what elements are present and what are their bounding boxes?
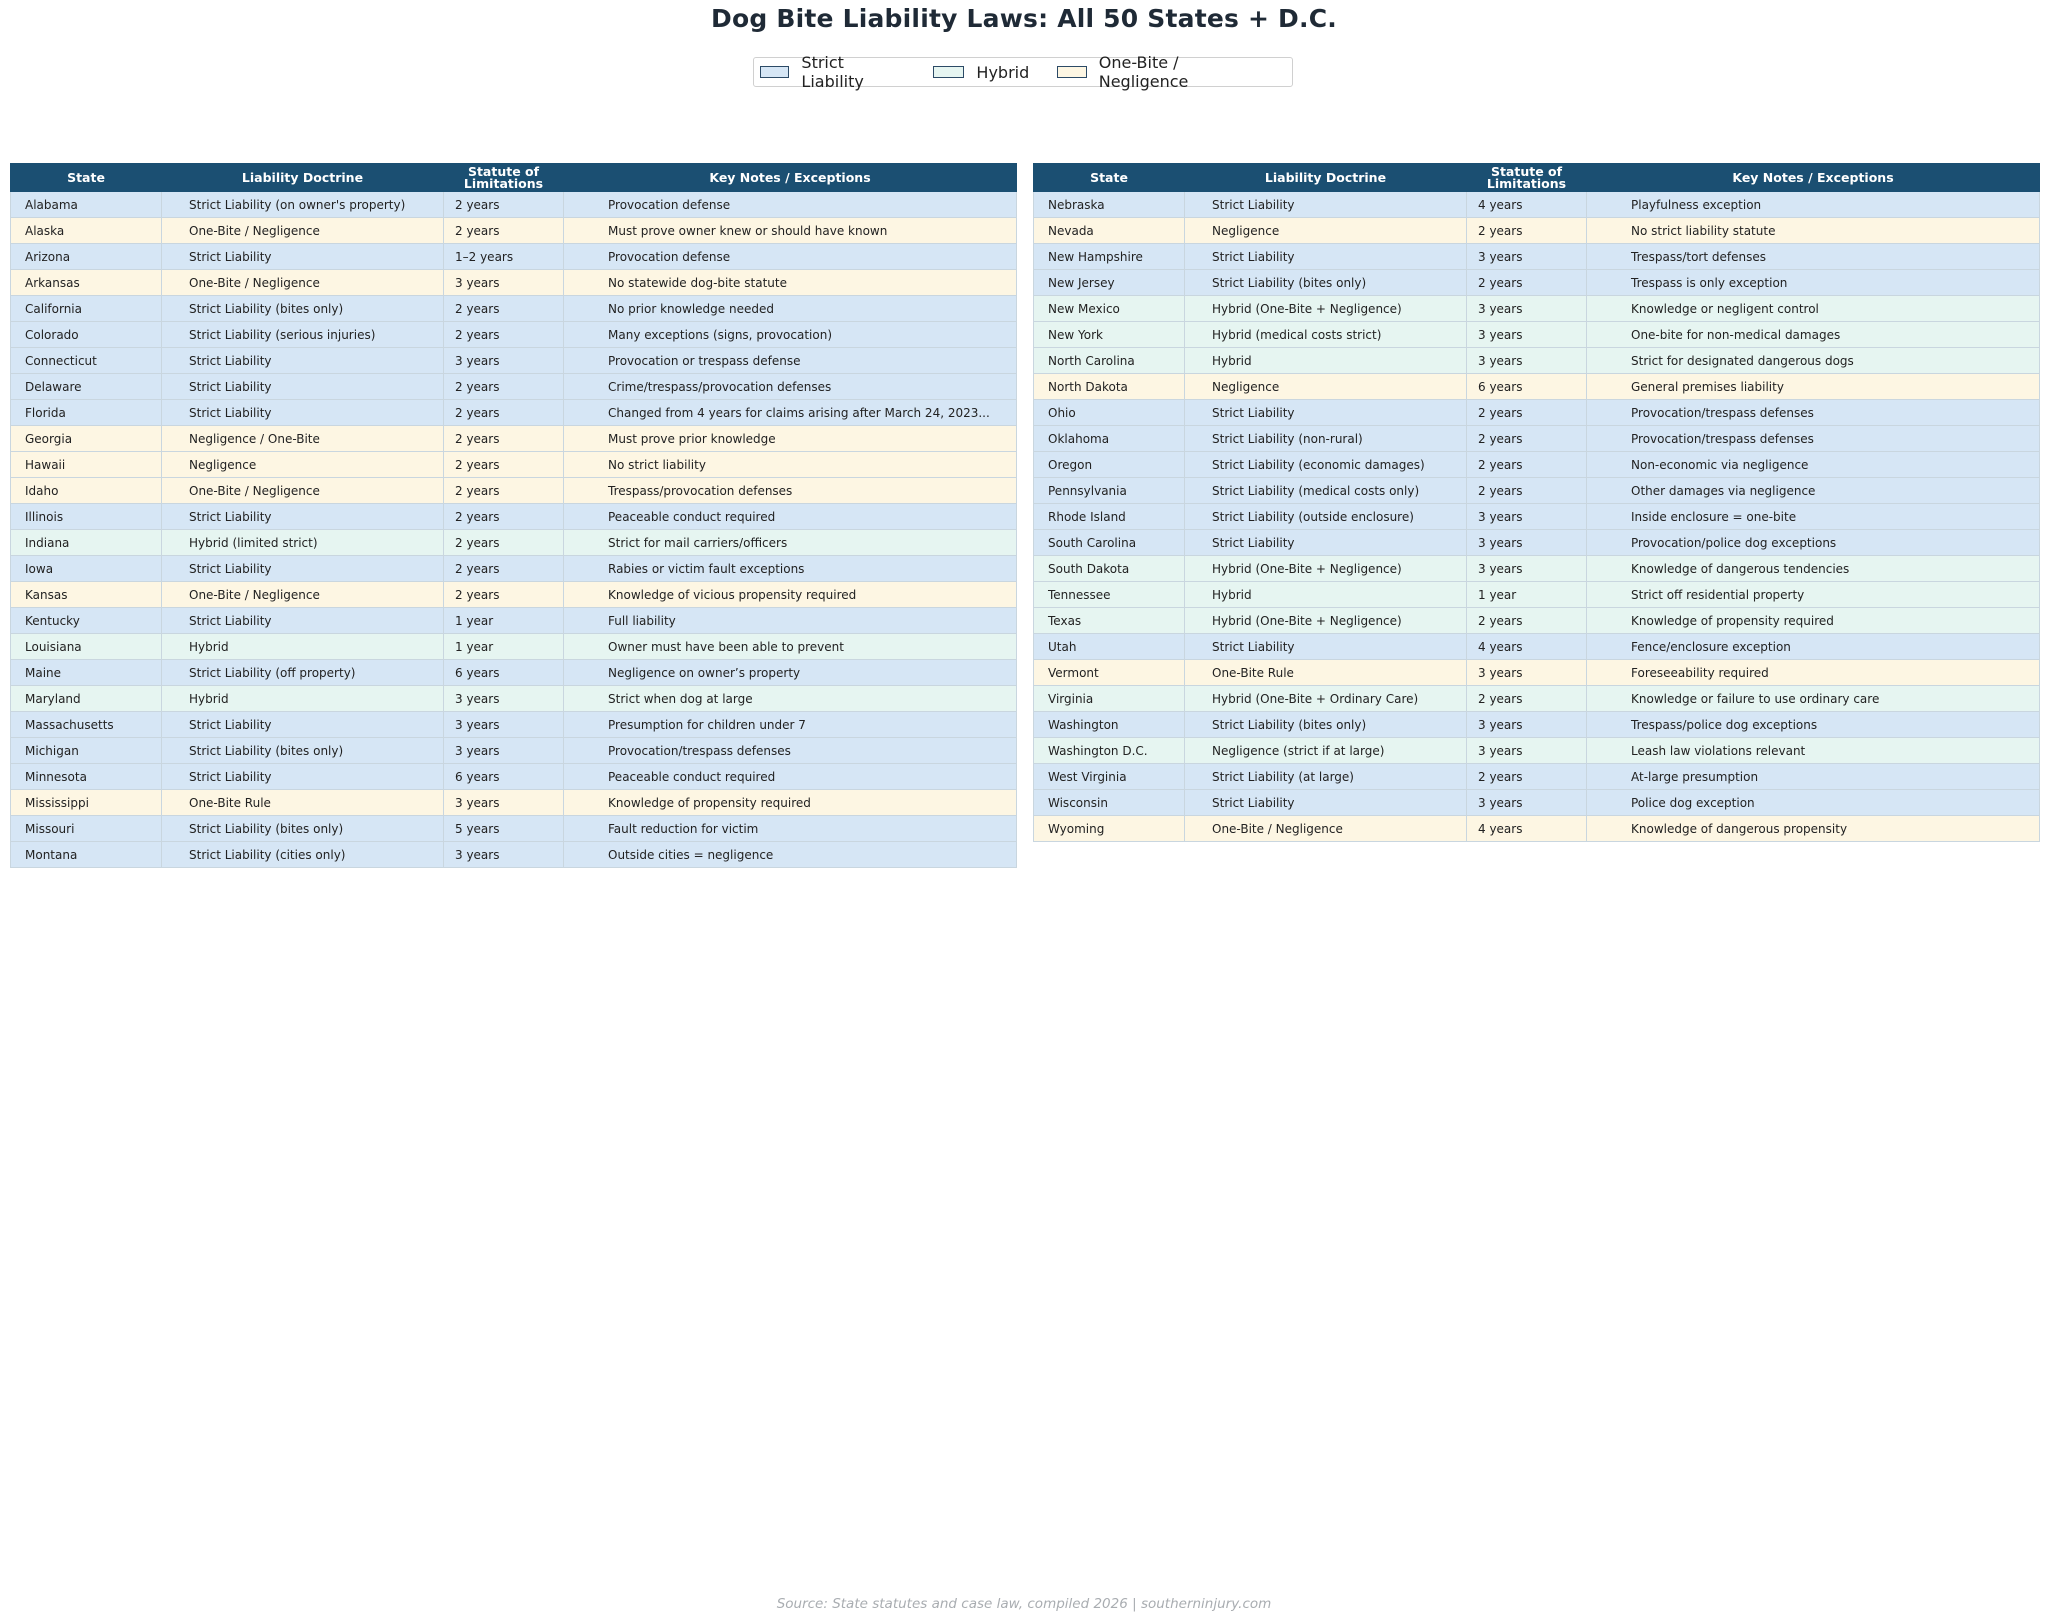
legend — [753, 53, 1293, 91]
cell-statute: 2 years — [444, 426, 564, 452]
cell-statute: 2 years — [1467, 452, 1587, 478]
cell-state: Wisconsin — [1034, 790, 1185, 816]
cell-state: Texas — [1034, 608, 1185, 634]
cell-state: California — [11, 296, 162, 322]
table-row — [11, 608, 1017, 634]
cell-statute: 2 years — [444, 218, 564, 244]
legend-swatch-hybrid — [933, 66, 964, 78]
table-row — [1034, 530, 2040, 556]
table-row — [11, 842, 1017, 868]
legend-label-strict: Strict Liability — [801, 53, 864, 91]
cell-notes: Full liability — [564, 608, 1017, 634]
table-row — [1034, 218, 2040, 244]
cell-doctrine: Strict Liability (bites only) — [162, 738, 444, 764]
cell-statute: 1 year — [444, 634, 564, 660]
table-row — [11, 504, 1017, 530]
cell-notes: Provocation/trespass defenses — [564, 738, 1017, 764]
cell-statute: 6 years — [1467, 374, 1587, 400]
cell-notes: Fence/enclosure exception — [1587, 634, 2040, 660]
cell-state: North Carolina — [1034, 348, 1185, 374]
cell-doctrine: Strict Liability (at large) — [1185, 764, 1467, 790]
cell-statute: 3 years — [444, 270, 564, 296]
cell-statute: 3 years — [1467, 556, 1587, 582]
cell-state: Arkansas — [11, 270, 162, 296]
table-row — [11, 452, 1017, 478]
cell-notes: Provocation defense — [564, 192, 1017, 218]
cell-doctrine: Strict Liability — [1185, 244, 1467, 270]
cell-doctrine: Strict Liability (outside enclosure) — [1185, 504, 1467, 530]
cell-doctrine: Negligence (strict if at large) — [1185, 738, 1467, 764]
cell-state: South Carolina — [1034, 530, 1185, 556]
table-row — [1034, 270, 2040, 296]
cell-notes: Foreseeability required — [1587, 660, 2040, 686]
table-row — [1034, 816, 2040, 842]
cell-notes: Strict for designated dangerous dogs — [1587, 348, 2040, 374]
cell-doctrine: One-Bite / Negligence — [162, 478, 444, 504]
cell-doctrine: One-Bite Rule — [162, 790, 444, 816]
cell-doctrine: Strict Liability — [162, 374, 444, 400]
table-row — [1034, 452, 2040, 478]
table-row — [1034, 790, 2040, 816]
cell-notes: Strict when dog at large — [564, 686, 1017, 712]
cell-statute: 5 years — [444, 816, 564, 842]
table-row — [11, 530, 1017, 556]
cell-doctrine: Strict Liability (serious injuries) — [162, 322, 444, 348]
table-row — [1034, 374, 2040, 400]
cell-state: Idaho — [11, 478, 162, 504]
cell-notes: Trespass/police dog exceptions — [1587, 712, 2040, 738]
cell-state: Rhode Island — [1034, 504, 1185, 530]
cell-doctrine: Hybrid — [162, 686, 444, 712]
header-doctrine: Liability Doctrine — [162, 164, 444, 192]
cell-notes: Presumption for children under 7 — [564, 712, 1017, 738]
table-row — [1034, 738, 2040, 764]
cell-doctrine: Strict Liability (off property) — [162, 660, 444, 686]
cell-notes: Knowledge of propensity required — [564, 790, 1017, 816]
cell-statute: 3 years — [444, 842, 564, 868]
cell-notes: Leash law violations relevant — [1587, 738, 2040, 764]
cell-statute: 3 years — [1467, 738, 1587, 764]
cell-doctrine: Hybrid (medical costs strict) — [1185, 322, 1467, 348]
cell-notes: Fault reduction for victim — [564, 816, 1017, 842]
cell-state: New Mexico — [1034, 296, 1185, 322]
cell-state: Kentucky — [11, 608, 162, 634]
table-row — [1034, 426, 2040, 452]
cell-state: Oklahoma — [1034, 426, 1185, 452]
cell-notes: Provocation/trespass defenses — [1587, 400, 2040, 426]
cell-notes: Trespass is only exception — [1587, 270, 2040, 296]
cell-doctrine: Strict Liability — [162, 504, 444, 530]
header-doctrine: Liability Doctrine — [1185, 164, 1467, 192]
cell-state: Alaska — [11, 218, 162, 244]
cell-statute: 2 years — [1467, 686, 1587, 712]
table-row — [11, 582, 1017, 608]
cell-notes: Must prove owner knew or should have known — [564, 218, 1017, 244]
cell-state: Georgia — [11, 426, 162, 452]
cell-doctrine: Strict Liability (bites only) — [1185, 270, 1467, 296]
table-row — [1034, 322, 2040, 348]
cell-state: Connecticut — [11, 348, 162, 374]
cell-state: Illinois — [11, 504, 162, 530]
cell-doctrine: Strict Liability — [162, 400, 444, 426]
cell-statute: 2 years — [1467, 270, 1587, 296]
cell-doctrine: Strict Liability — [1185, 192, 1467, 218]
cell-doctrine: Strict Liability — [1185, 400, 1467, 426]
cell-statute: 3 years — [444, 348, 564, 374]
cell-statute: 2 years — [1467, 764, 1587, 790]
cell-statute: 3 years — [1467, 322, 1587, 348]
cell-state: Maryland — [11, 686, 162, 712]
cell-notes: Inside enclosure = one-bite — [1587, 504, 2040, 530]
table-row — [11, 192, 1017, 218]
cell-notes: Knowledge or negligent control — [1587, 296, 2040, 322]
table-row — [11, 478, 1017, 504]
table-row — [1034, 660, 2040, 686]
cell-state: Washington — [1034, 712, 1185, 738]
cell-state: Mississippi — [11, 790, 162, 816]
liability-table — [1033, 163, 2040, 842]
cell-state: Nebraska — [1034, 192, 1185, 218]
cell-notes: Must prove prior knowledge — [564, 426, 1017, 452]
cell-doctrine: Strict Liability (economic damages) — [1185, 452, 1467, 478]
cell-state: New York — [1034, 322, 1185, 348]
table-row — [1034, 764, 2040, 790]
cell-notes: Changed from 4 years for claims arising after March 24, 2023... — [564, 400, 1017, 426]
cell-doctrine: Hybrid (One-Bite + Ordinary Care) — [1185, 686, 1467, 712]
cell-doctrine: Hybrid (limited strict) — [162, 530, 444, 556]
cell-doctrine: Strict Liability (on owner's property) — [162, 192, 444, 218]
cell-doctrine: Strict Liability — [162, 244, 444, 270]
legend-item-strict — [760, 53, 905, 91]
cell-state: Tennessee — [1034, 582, 1185, 608]
cell-state: Montana — [11, 842, 162, 868]
cell-state: Hawaii — [11, 452, 162, 478]
cell-doctrine: One-Bite / Negligence — [162, 582, 444, 608]
table-row — [11, 712, 1017, 738]
cell-statute: 2 years — [444, 582, 564, 608]
cell-statute: 3 years — [444, 738, 564, 764]
chart-title: Dog Bite Liability Laws: All 50 States + D.C. — [711, 4, 1337, 33]
cell-doctrine: Strict Liability — [162, 556, 444, 582]
cell-doctrine: Strict Liability — [162, 348, 444, 374]
cell-notes: Crime/trespass/provocation defenses — [564, 374, 1017, 400]
cell-notes: Provocation or trespass defense — [564, 348, 1017, 374]
header-notes: Key Notes / Exceptions — [1587, 164, 2040, 192]
cell-statute: 2 years — [444, 192, 564, 218]
cell-statute: 3 years — [444, 712, 564, 738]
cell-state: New Hampshire — [1034, 244, 1185, 270]
cell-statute: 2 years — [444, 478, 564, 504]
cell-doctrine: Hybrid — [162, 634, 444, 660]
cell-notes: Provocation defense — [564, 244, 1017, 270]
cell-statute: 3 years — [444, 686, 564, 712]
cell-doctrine: One-Bite Rule — [1185, 660, 1467, 686]
table-row — [11, 816, 1017, 842]
cell-state: Ohio — [1034, 400, 1185, 426]
header-statute: Statute of Limitations — [1467, 164, 1587, 192]
cell-state: South Dakota — [1034, 556, 1185, 582]
cell-notes: Trespass/provocation defenses — [564, 478, 1017, 504]
cell-notes: Strict for mail carriers/officers — [564, 530, 1017, 556]
cell-notes: Knowledge of dangerous propensity — [1587, 816, 2040, 842]
cell-statute: 4 years — [1467, 816, 1587, 842]
cell-statute: 2 years — [444, 374, 564, 400]
cell-doctrine: Negligence — [162, 452, 444, 478]
legend-label-onebite: One-Bite / Negligence — [1098, 53, 1189, 91]
cell-state: Oregon — [1034, 452, 1185, 478]
table-header-row — [1034, 164, 2040, 192]
cell-doctrine: Strict Liability — [1185, 790, 1467, 816]
cell-doctrine: One-Bite / Negligence — [162, 270, 444, 296]
table-row — [11, 244, 1017, 270]
liability-table-right — [1033, 163, 2040, 842]
cell-state: Florida — [11, 400, 162, 426]
cell-state: Utah — [1034, 634, 1185, 660]
table-body — [1034, 192, 2040, 842]
cell-doctrine: Strict Liability (bites only) — [162, 816, 444, 842]
table-row — [11, 374, 1017, 400]
cell-notes: No strict liability — [564, 452, 1017, 478]
cell-state: Maine — [11, 660, 162, 686]
cell-doctrine: Strict Liability (non-rural) — [1185, 426, 1467, 452]
cell-state: Iowa — [11, 556, 162, 582]
cell-statute: 3 years — [1467, 296, 1587, 322]
cell-statute: 1 year — [1467, 582, 1587, 608]
table-row — [1034, 712, 2040, 738]
cell-state: Washington D.C. — [1034, 738, 1185, 764]
cell-doctrine: Strict Liability (cities only) — [162, 842, 444, 868]
cell-state: Michigan — [11, 738, 162, 764]
cell-doctrine: Negligence — [1185, 374, 1467, 400]
cell-statute: 2 years — [1467, 478, 1587, 504]
cell-statute: 2 years — [444, 452, 564, 478]
liability-table — [10, 163, 1017, 868]
cell-state: Virginia — [1034, 686, 1185, 712]
cell-notes: Trespass/tort defenses — [1587, 244, 2040, 270]
cell-notes: Knowledge of vicious propensity required — [564, 582, 1017, 608]
table-row — [11, 426, 1017, 452]
cell-statute: 2 years — [444, 556, 564, 582]
cell-statute: 4 years — [1467, 634, 1587, 660]
cell-statute: 2 years — [444, 400, 564, 426]
cell-doctrine: Strict Liability (bites only) — [162, 296, 444, 322]
cell-statute: 2 years — [444, 322, 564, 348]
cell-statute: 4 years — [1467, 192, 1587, 218]
header-state: State — [1034, 164, 1185, 192]
cell-doctrine: Strict Liability (medical costs only) — [1185, 478, 1467, 504]
cell-notes: No prior knowledge needed — [564, 296, 1017, 322]
table-row — [1034, 244, 2040, 270]
header-state: State — [11, 164, 162, 192]
cell-doctrine: Negligence / One-Bite — [162, 426, 444, 452]
cell-statute: 2 years — [444, 296, 564, 322]
cell-notes: Knowledge of dangerous tendencies — [1587, 556, 2040, 582]
table-row — [1034, 556, 2040, 582]
cell-doctrine: Strict Liability — [1185, 530, 1467, 556]
cell-notes: Owner must have been able to prevent — [564, 634, 1017, 660]
cell-state: Delaware — [11, 374, 162, 400]
cell-doctrine: Hybrid — [1185, 348, 1467, 374]
cell-notes: No strict liability statute — [1587, 218, 2040, 244]
table-row — [11, 556, 1017, 582]
cell-state: West Virginia — [1034, 764, 1185, 790]
table-row — [1034, 582, 2040, 608]
cell-doctrine: Strict Liability — [162, 764, 444, 790]
cell-state: Louisiana — [11, 634, 162, 660]
table-row — [11, 686, 1017, 712]
legend-item-hybrid — [933, 63, 1029, 82]
table-row — [1034, 348, 2040, 374]
cell-doctrine: Hybrid (One-Bite + Negligence) — [1185, 296, 1467, 322]
cell-statute: 2 years — [1467, 426, 1587, 452]
legend-swatch-strict — [760, 66, 789, 78]
cell-notes: Strict off residential property — [1587, 582, 2040, 608]
cell-notes: Peaceable conduct required — [564, 504, 1017, 530]
legend-label-hybrid: Hybrid — [976, 62, 1030, 82]
cell-statute: 6 years — [444, 764, 564, 790]
legend-swatch-onebite — [1057, 66, 1086, 78]
cell-state: Wyoming — [1034, 816, 1185, 842]
legend-item-onebite — [1057, 53, 1264, 91]
table-row — [11, 660, 1017, 686]
table-row — [1034, 608, 2040, 634]
table-row — [11, 764, 1017, 790]
cell-notes: Many exceptions (signs, provocation) — [564, 322, 1017, 348]
cell-notes: Police dog exception — [1587, 790, 2040, 816]
cell-doctrine: Negligence — [1185, 218, 1467, 244]
table-header-row — [11, 164, 1017, 192]
cell-notes: Non-economic via negligence — [1587, 452, 2040, 478]
cell-doctrine: Strict Liability — [1185, 634, 1467, 660]
cell-statute: 1 year — [444, 608, 564, 634]
cell-state: Nevada — [1034, 218, 1185, 244]
table-row — [1034, 634, 2040, 660]
table-row — [1034, 192, 2040, 218]
table-row — [11, 348, 1017, 374]
cell-state: Vermont — [1034, 660, 1185, 686]
table-row — [1034, 400, 2040, 426]
cell-state: Massachusetts — [11, 712, 162, 738]
cell-statute: 2 years — [1467, 218, 1587, 244]
cell-notes: Provocation/police dog exceptions — [1587, 530, 2040, 556]
cell-doctrine: Hybrid (One-Bite + Negligence) — [1185, 608, 1467, 634]
cell-doctrine: One-Bite / Negligence — [162, 218, 444, 244]
cell-doctrine: One-Bite / Negligence — [1185, 816, 1467, 842]
cell-notes: General premises liability — [1587, 374, 2040, 400]
cell-statute: 2 years — [444, 530, 564, 556]
table-body — [11, 192, 1017, 868]
cell-state: New Jersey — [1034, 270, 1185, 296]
cell-doctrine: Hybrid — [1185, 582, 1467, 608]
cell-notes: Rabies or victim fault exceptions — [564, 556, 1017, 582]
cell-statute: 1–2 years — [444, 244, 564, 270]
table-row — [11, 790, 1017, 816]
cell-notes: Outside cities = negligence — [564, 842, 1017, 868]
cell-doctrine: Strict Liability (bites only) — [1185, 712, 1467, 738]
cell-notes: No statewide dog-bite statute — [564, 270, 1017, 296]
table-row — [11, 738, 1017, 764]
cell-notes: Knowledge of propensity required — [1587, 608, 2040, 634]
cell-state: Arizona — [11, 244, 162, 270]
cell-statute: 3 years — [1467, 712, 1587, 738]
table-row — [1034, 478, 2040, 504]
cell-state: Alabama — [11, 192, 162, 218]
table-row — [11, 400, 1017, 426]
cell-statute: 2 years — [1467, 608, 1587, 634]
cell-statute: 3 years — [1467, 790, 1587, 816]
cell-notes: One-bite for non-medical damages — [1587, 322, 2040, 348]
header-notes: Key Notes / Exceptions — [564, 164, 1017, 192]
table-row — [1034, 504, 2040, 530]
cell-statute: 3 years — [444, 790, 564, 816]
cell-state: Minnesota — [11, 764, 162, 790]
cell-state: Colorado — [11, 322, 162, 348]
cell-statute: 3 years — [1467, 244, 1587, 270]
cell-notes: Provocation/trespass defenses — [1587, 426, 2040, 452]
cell-statute: 2 years — [1467, 400, 1587, 426]
cell-state: Pennsylvania — [1034, 478, 1185, 504]
cell-doctrine: Strict Liability — [162, 712, 444, 738]
cell-doctrine: Hybrid (One-Bite + Negligence) — [1185, 556, 1467, 582]
table-row — [11, 634, 1017, 660]
cell-statute: 3 years — [1467, 660, 1587, 686]
liability-table-left — [10, 163, 1017, 868]
cell-notes: Playfulness exception — [1587, 192, 2040, 218]
cell-notes: Negligence on owner’s property — [564, 660, 1017, 686]
cell-statute: 3 years — [1467, 530, 1587, 556]
cell-notes: Knowledge or failure to use ordinary care — [1587, 686, 2040, 712]
cell-statute: 2 years — [444, 504, 564, 530]
table-row — [1034, 296, 2040, 322]
cell-statute: 3 years — [1467, 348, 1587, 374]
cell-doctrine: Strict Liability — [162, 608, 444, 634]
cell-notes: Peaceable conduct required — [564, 764, 1017, 790]
source-note: Source: State statutes and case law, compiled 2026 | southerninjury.com — [776, 1596, 1272, 1612]
cell-state: North Dakota — [1034, 374, 1185, 400]
table-row — [11, 322, 1017, 348]
header-statute: Statute of Limitations — [444, 164, 564, 192]
cell-notes: Other damages via negligence — [1587, 478, 2040, 504]
cell-notes: At-large presumption — [1587, 764, 2040, 790]
cell-state: Indiana — [11, 530, 162, 556]
table-row — [11, 296, 1017, 322]
cell-state: Kansas — [11, 582, 162, 608]
table-row — [11, 218, 1017, 244]
cell-statute: 6 years — [444, 660, 564, 686]
cell-state: Missouri — [11, 816, 162, 842]
table-row — [1034, 686, 2040, 712]
table-row — [11, 270, 1017, 296]
cell-statute: 3 years — [1467, 504, 1587, 530]
